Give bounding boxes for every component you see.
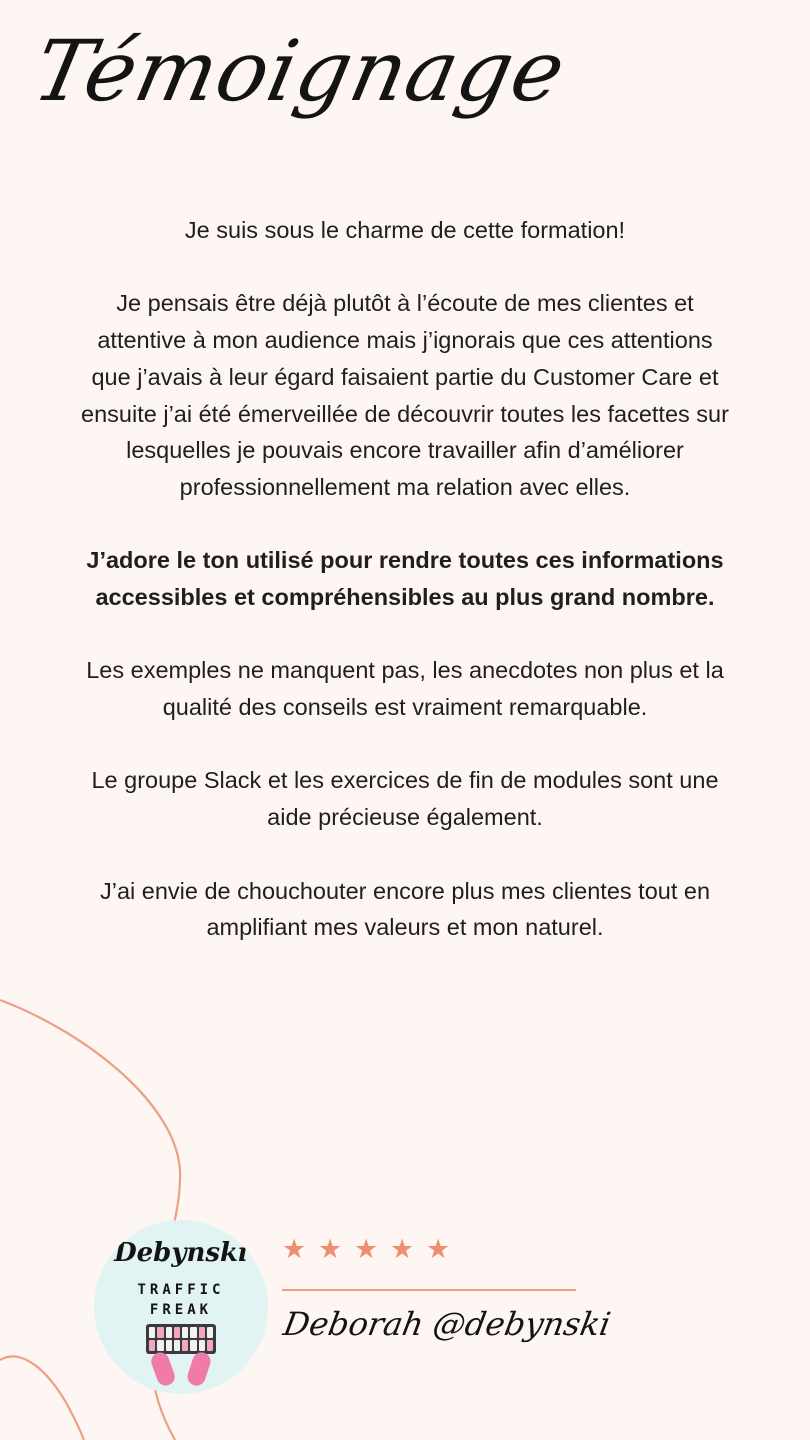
testimonial-paragraph: Je suis sous le charme de cette formation! [184,217,626,243]
divider [282,1289,576,1291]
logo-tagline: TRAFFIC [137,1282,225,1298]
testimonial-paragraph: Je pensais être déjà plutôt à l’écoute de mes clientes et attentive à mon audience mais j’ignorais que ces attentions que j’avais à leur égard faisaient partie du Customer Care et ensuite j’ai été émerveillée de découvrir toutes les facettes sur lesquelles je pouvais encore travailler afin d’améliorer professionnellement ma relation avec elles. [81,290,729,500]
testimonial-paragraph: Les exemples ne manquent pas, les anecdotes non plus et la qualité des conseils est vraiment remarquable. [86,657,724,721]
star-rating [282,1234,451,1264]
star-icon: ★ [354,1234,379,1264]
star-icon: ★ [390,1234,415,1264]
logo-tagline: FREAK [149,1302,213,1318]
keyboard-icon [146,1324,216,1354]
hand-icon [149,1350,178,1388]
testimonial-text [80,212,730,983]
star-icon: ★ [426,1234,451,1264]
testimonial-paragraph-highlight: J’adore le ton utilisé pour rendre toutes ces informations accessibles et compréhensibles au plus grand nombre. [86,547,724,610]
star-icon: ★ [282,1234,307,1264]
testimonial-paragraph: Le groupe Slack et les exercices de fin de modules sont une aide précieuse également. [91,767,719,831]
logo-name: Debynski [114,1238,248,1268]
star-icon: ★ [318,1234,343,1264]
author-signature: Deborah @debynski [280,1305,614,1343]
testimonial-paragraph: J’ai envie de chouchouter encore plus mes clientes tout en amplifiant mes valeurs et mon naturel. [99,877,711,941]
page-title: Témoignage [25,22,575,120]
brand-logo [94,1220,268,1394]
hand-icon [185,1350,213,1388]
